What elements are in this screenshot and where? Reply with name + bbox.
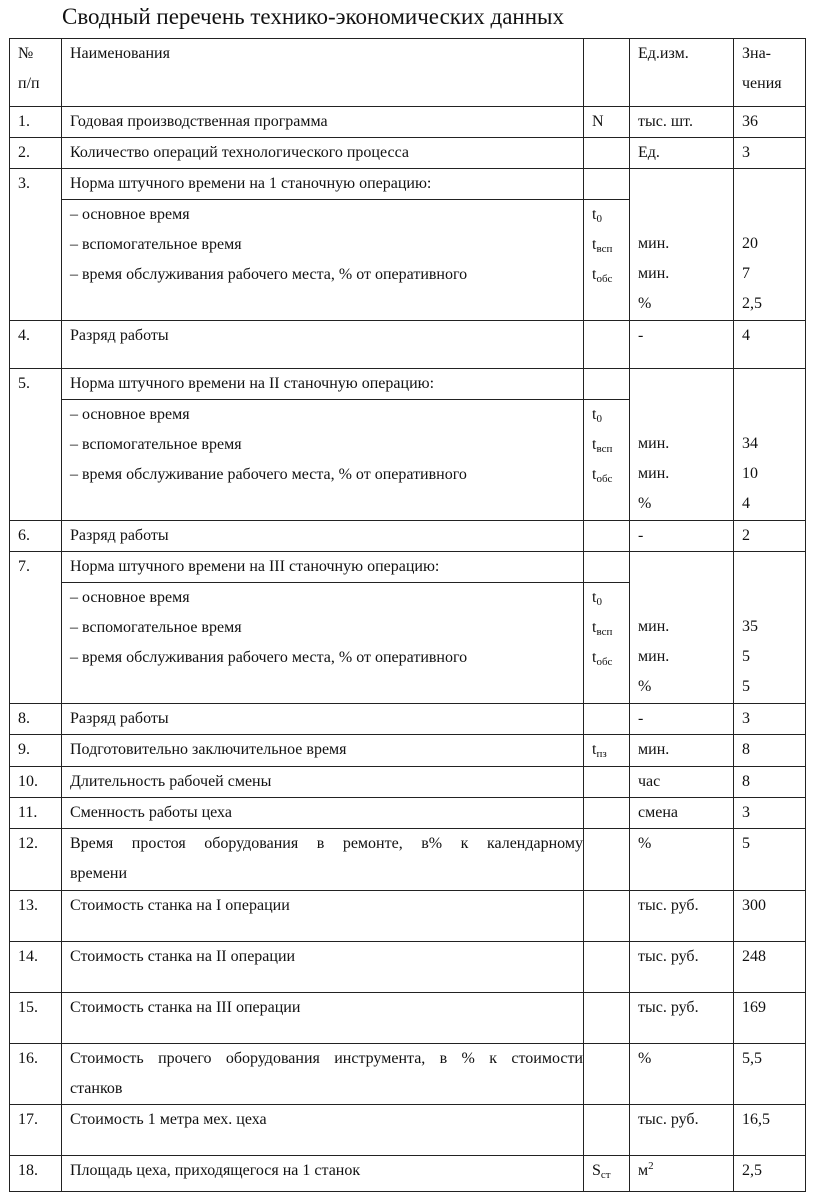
row-symbol xyxy=(584,169,630,200)
table-row xyxy=(10,521,806,552)
row-symbols: t0 tвсп tобс xyxy=(584,200,630,321)
table-row xyxy=(10,993,806,1044)
table-row xyxy=(10,369,806,400)
row-name: Стоимость 1 метра мех. цеха xyxy=(62,1105,584,1156)
row-symbol xyxy=(584,993,630,1044)
row-num: 2. xyxy=(10,138,62,169)
row-value: 3 xyxy=(734,138,806,169)
row-name: Стоимость станка на III операции xyxy=(62,993,584,1044)
row-name: Длительность рабочей смены xyxy=(62,767,584,798)
page-title: Сводный перечень технико-экономических данных xyxy=(62,4,565,29)
row-num: 12. xyxy=(10,829,62,891)
row-value: 3 xyxy=(734,798,806,829)
row-unit: час xyxy=(630,767,734,798)
table-row xyxy=(10,942,806,993)
row-symbol xyxy=(584,767,630,798)
row-name: Сменность работы цеха xyxy=(62,798,584,829)
table-header-row xyxy=(10,39,806,107)
row-name: Разряд работы xyxy=(62,704,584,735)
row-value: 169 xyxy=(734,993,806,1044)
row-num: 6. xyxy=(10,521,62,552)
row-symbol xyxy=(584,1105,630,1156)
row-num: 17. xyxy=(10,1105,62,1156)
row-symbol xyxy=(584,321,630,369)
row-num: 4. xyxy=(10,321,62,369)
row-symbol xyxy=(584,704,630,735)
row-symbol xyxy=(584,521,630,552)
row-symbol xyxy=(584,798,630,829)
row-num: 18. xyxy=(10,1156,62,1192)
row-unit: - xyxy=(630,704,734,735)
table-row xyxy=(10,552,806,583)
table-row xyxy=(10,169,806,200)
row-name: Время простоя оборудования в ремонте, в% к календарному времени xyxy=(62,829,584,891)
row-value: 300 xyxy=(734,891,806,942)
row-symbols: t0 tвсп tобс xyxy=(584,400,630,521)
row-unit: тыс. руб. xyxy=(630,942,734,993)
row-name: Стоимость прочего оборудования инструмента, в % к стоимости станков xyxy=(62,1044,584,1105)
row-value: 8 xyxy=(734,735,806,767)
row-unit: смена xyxy=(630,798,734,829)
row-unit: тыс. руб. xyxy=(630,993,734,1044)
row-symbol xyxy=(584,138,630,169)
row-unit: % xyxy=(630,829,734,891)
row-name: Стоимость станка на I операции xyxy=(62,891,584,942)
header-unit: Ед.изм. xyxy=(630,39,734,107)
row-symbol: tпз xyxy=(584,735,630,767)
table-row xyxy=(10,107,806,138)
header-num: № п/п xyxy=(10,39,62,107)
tech-econ-table xyxy=(9,38,806,1192)
row-unit: тыс. шт. xyxy=(630,107,734,138)
row-subitems: – основное время – вспомогательное время – время обслуживание рабочего места, % от оперативного xyxy=(62,400,584,521)
table-row xyxy=(10,829,806,891)
row-value: 36 xyxy=(734,107,806,138)
row-num: 9. xyxy=(10,735,62,767)
row-symbol xyxy=(584,1044,630,1105)
row-unit: тыс. руб. xyxy=(630,891,734,942)
row-name: Норма штучного времени на II станочную операцию: xyxy=(62,369,584,400)
table-row xyxy=(10,891,806,942)
row-value: 35 5 5 xyxy=(734,552,806,704)
row-num: 15. xyxy=(10,993,62,1044)
row-value: 8 xyxy=(734,767,806,798)
row-num: 5. xyxy=(10,369,62,521)
row-num: 11. xyxy=(10,798,62,829)
row-value: 2,5 xyxy=(734,1156,806,1192)
table-row xyxy=(10,1156,806,1192)
row-name: Количество операций технологического процесса xyxy=(62,138,584,169)
table-row xyxy=(10,1105,806,1156)
row-unit: тыс. руб. xyxy=(630,1105,734,1156)
row-name: Норма штучного времени на III станочную операцию: xyxy=(62,552,584,583)
row-subitems: – основное время – вспомогательное время – время обслуживания рабочего места, % от оперативного xyxy=(62,200,584,321)
row-symbol xyxy=(584,942,630,993)
row-unit: - xyxy=(630,521,734,552)
table-row xyxy=(10,704,806,735)
row-symbol xyxy=(584,552,630,583)
row-name: Годовая производственная программа xyxy=(62,107,584,138)
table-row xyxy=(10,798,806,829)
row-num: 1. xyxy=(10,107,62,138)
row-value: 5,5 xyxy=(734,1044,806,1105)
header-symbol xyxy=(584,39,630,107)
row-unit: мин. мин. % xyxy=(630,552,734,704)
row-num: 14. xyxy=(10,942,62,993)
row-unit: мин. мин. % xyxy=(630,369,734,521)
header-value: Зна- чения xyxy=(734,39,806,107)
row-value: 248 xyxy=(734,942,806,993)
row-num: 13. xyxy=(10,891,62,942)
row-value: 2 xyxy=(734,521,806,552)
table-row xyxy=(10,138,806,169)
row-unit: Ед. xyxy=(630,138,734,169)
row-num: 7. xyxy=(10,552,62,704)
row-name: Площадь цеха, приходящегося на 1 станок xyxy=(62,1156,584,1192)
row-unit: мин. xyxy=(630,735,734,767)
row-value: 3 xyxy=(734,704,806,735)
row-name: Стоимость станка на II операции xyxy=(62,942,584,993)
table-row xyxy=(10,767,806,798)
row-num: 10. xyxy=(10,767,62,798)
row-name: Разряд работы xyxy=(62,321,584,369)
row-symbols: t0 tвсп tобс xyxy=(584,583,630,704)
header-name: Наименования xyxy=(62,39,584,107)
row-unit: мин. мин. % xyxy=(630,169,734,321)
row-unit: $м^2$ xyxy=(630,1156,734,1192)
row-name: Разряд работы xyxy=(62,521,584,552)
table-row xyxy=(10,1044,806,1105)
row-symbol xyxy=(584,829,630,891)
row-value: 20 7 2,5 xyxy=(734,169,806,321)
row-num: 3. xyxy=(10,169,62,321)
row-num: 16. xyxy=(10,1044,62,1105)
row-symbol: N xyxy=(584,107,630,138)
table-row xyxy=(10,321,806,369)
row-value: 16,5 xyxy=(734,1105,806,1156)
row-name: Подготовительно заключительное время xyxy=(62,735,584,767)
row-value: 34 10 4 xyxy=(734,369,806,521)
table-row xyxy=(10,735,806,767)
row-unit: % xyxy=(630,1044,734,1105)
row-name: Норма штучного времени на 1 станочную операцию: xyxy=(62,169,584,200)
row-value: 5 xyxy=(734,829,806,891)
row-subitems: – основное время – вспомогательное время – время обслуживания рабочего места, % от оперативного xyxy=(62,583,584,704)
row-symbol: Sст xyxy=(584,1156,630,1192)
row-symbol xyxy=(584,369,630,400)
row-num: 8. xyxy=(10,704,62,735)
row-value: 4 xyxy=(734,321,806,369)
row-symbol xyxy=(584,891,630,942)
row-unit: - xyxy=(630,321,734,369)
